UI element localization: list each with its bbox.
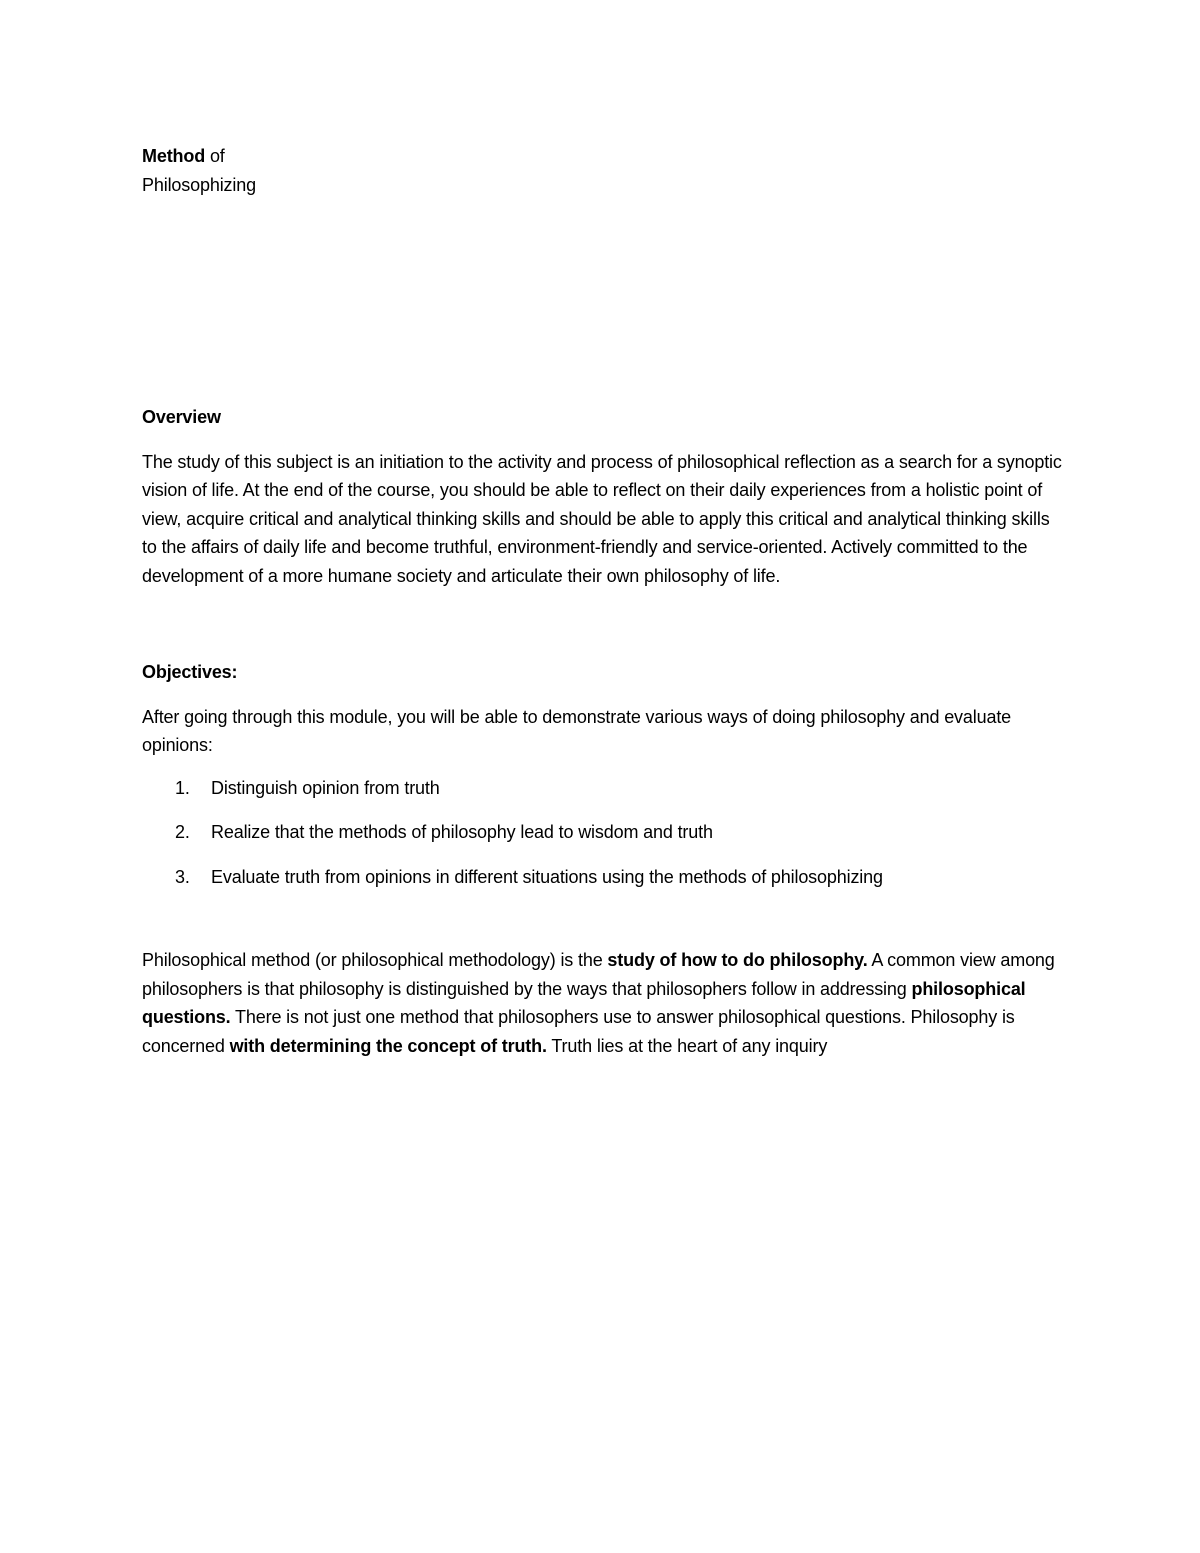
method-text-part3: There is not just one method that philosophers use to answer philosophical questions. Philosophy is concerned bbox=[142, 1007, 1015, 1056]
document-content bbox=[142, 142, 1062, 1060]
method-bold-3: with determining the concept of truth. bbox=[229, 1035, 547, 1056]
objective-text: Realize that the methods of philosophy lead to wisdom and truth bbox=[211, 822, 713, 842]
method-text-part4: Truth lies at the heart of any inquiry bbox=[546, 1035, 828, 1056]
method-bold-1: study of how to do philosophy. bbox=[607, 950, 868, 970]
method-bold-2: philosophical questions. bbox=[142, 978, 1026, 1027]
objective-text: Evaluate truth from opinions in different situations using the methods of philosophizing bbox=[211, 866, 883, 887]
method-text-part2: A common view among philosophers is that philosophy is distinguished by the ways that philosophers follow in addressing bbox=[142, 950, 1055, 999]
objective-item bbox=[142, 863, 1062, 892]
method-text-part1: Philosophical method (or philosophical methodology) is the bbox=[142, 950, 608, 970]
objective-item bbox=[142, 818, 1062, 847]
objective-number: 3. bbox=[175, 866, 190, 887]
document-title-line1 bbox=[142, 142, 1062, 171]
objective-number: 1. bbox=[175, 777, 190, 798]
overview-heading: Overview bbox=[142, 407, 221, 427]
objective-text: Distinguish opinion from truth bbox=[211, 777, 440, 798]
overview-body: The study of this subject is an initiation to the activity and process of philosophical reflection as a search for a synoptic vision of life. At the end of the course, you should be able to reflect on their daily experiences from a holistic point of view, acquire critical and analytical thinking skills and should be able to apply this critical and analytical thinking skills to the affairs of daily life and become truthful, environment-friendly and service-oriented. Actively committed to the development of a more humane society and articulate their own philosophy of life. bbox=[142, 451, 1062, 586]
objectives-list bbox=[142, 774, 1062, 892]
objectives-heading: Objectives: bbox=[142, 662, 238, 682]
objective-item bbox=[142, 774, 1062, 803]
title-rest: of bbox=[205, 146, 225, 166]
document-title-line2: Philosophizing bbox=[142, 174, 256, 195]
objectives-intro: After going through this module, you will be able to demonstrate various ways of doing philosophy and evaluate opinions: bbox=[142, 706, 1012, 755]
objective-number: 2. bbox=[175, 822, 190, 842]
title-bold-word: Method bbox=[142, 146, 206, 166]
philosophical-method-paragraph bbox=[142, 946, 1062, 1060]
